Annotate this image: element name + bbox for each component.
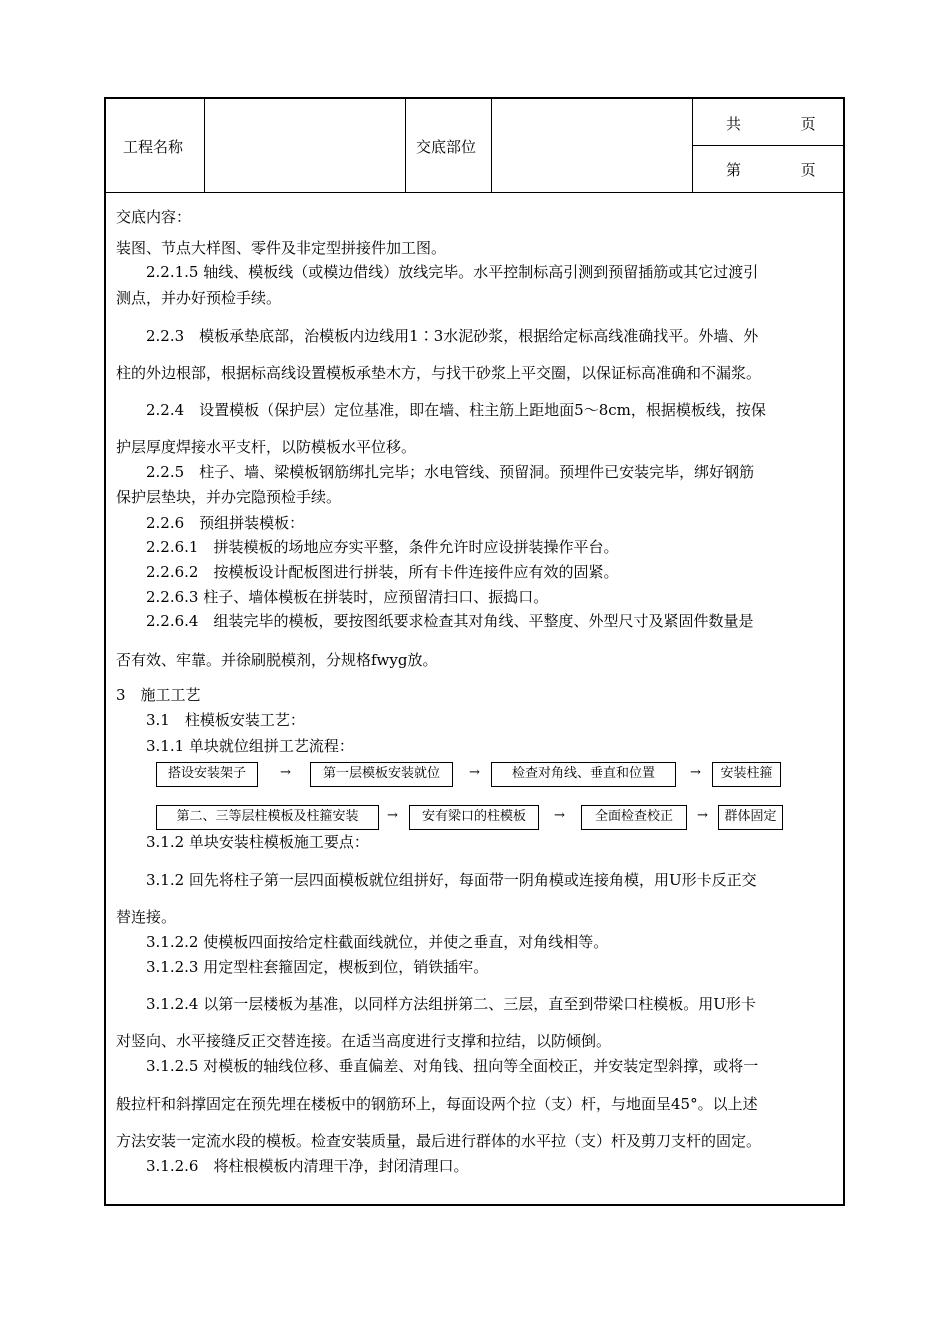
location-label: 交底部位	[416, 138, 477, 156]
total-pages-unit: 页	[800, 115, 816, 133]
project-name-label: 工程名称	[123, 138, 184, 156]
header-divider	[491, 99, 492, 192]
content-line: 测点，并办好预检手续。	[116, 289, 282, 307]
content-line: 护层厚度焊接水平支杆，以防模板水平位移。	[116, 438, 417, 456]
flow-step: 安有梁口的柱模板	[409, 805, 539, 830]
flow-arrow-icon: →	[387, 808, 398, 823]
flow-arrow-icon: →	[469, 765, 480, 780]
flow-step: 检查对角线、垂直和位置	[491, 762, 676, 787]
header-divider	[204, 99, 205, 192]
content-line: 3.1 柱模板安装工艺：	[116, 711, 305, 729]
flow-step: 搭设安装架子	[156, 762, 258, 787]
content-line: 般拉杆和斜撑固定在预先埋在楼板中的钢筋环上，每面设两个拉（支）杆，与地面呈45°。以上述	[116, 1095, 758, 1113]
content-line: 2.2.4 设置模板（保护层）定位基准，即在墙、柱主筋上距地面5～8cm，根据模板线，按保	[116, 401, 766, 419]
content-line: 3.1.2.6 将柱根模板内清理干净，封闭清理口。	[116, 1157, 469, 1175]
content-line: 装图、节点大样图、零件及非定型拼接件加工图。	[116, 239, 447, 257]
content-line: 否有效、牢靠。并徐刷脱模剂，分规格fwyg放。	[116, 651, 438, 669]
content-line: 3.1.2.3 用定型柱套箍固定，楔板到位，销铁插牢。	[116, 958, 489, 976]
page-number-cell	[726, 160, 816, 180]
content-line: 2.2.6.1 拼装模板的场地应夯实平整，条件允许时应设拼装操作平台。	[116, 538, 619, 556]
content-line: 2.2.6.2 按模板设计配板图进行拼装，所有卡件连接件应有效的固紧。	[116, 563, 619, 581]
flow-arrow-icon: →	[690, 765, 701, 780]
flow-step: 群体固定	[718, 805, 783, 830]
content-line: 2.2.3 模板承垫底部，治模板内边线用1∶3水泥砂浆，根据给定标高线准确找平。外墙、外	[116, 327, 759, 345]
content-line: 2.2.6 预组拼装模板：	[116, 514, 305, 532]
flow-step: 安装柱箍	[712, 762, 781, 787]
section-heading: 3 施工工艺	[116, 686, 201, 704]
content-line: 3.1.2 回先将柱子第一层四面模板就位组拼好，每面带一阴角模或连接角模，用U形卡反正交	[116, 871, 757, 889]
content-line: 保护层垫块，并办完隐预检手续。	[116, 488, 342, 506]
content-line: 替连接。	[116, 908, 177, 926]
content-line: 2.2.5 柱子、墙、梁模板钢筋绑扎完毕；水电管线、预留洞。预埋件已安装完毕，绑好钢筋	[116, 463, 755, 481]
flow-arrow-icon: →	[554, 808, 565, 823]
flow-step: 全面检查校正	[581, 805, 687, 830]
content-line: 3.1.1 单块就位组拼工艺流程：	[116, 737, 354, 755]
disclosure-form	[104, 97, 845, 1206]
flow-step: 第一层模板安装就位	[310, 762, 453, 787]
flow-arrow-icon: →	[697, 808, 708, 823]
total-pages-cell	[726, 114, 816, 134]
content-line: 2.2.6.3 柱子、墙体模板在拼装时，应预留清扫口、振捣口。	[116, 588, 549, 606]
page-cell-divider	[692, 145, 845, 146]
flow-step: 第二、三等层柱模板及柱箍安装	[156, 805, 379, 830]
header-bottom-line	[106, 192, 845, 193]
content-line: 3.1.2.2 使模板四面按给定柱截面线就位，并使之垂直，对角线相等。	[116, 933, 609, 951]
header-divider	[405, 99, 406, 192]
total-pages-label: 共	[726, 115, 742, 133]
content-line: 3.1.2.5 对模板的轴线位移、垂直偏差、对角钱、扭向等全面校正，并安装定型斜撑，或将一	[116, 1057, 759, 1075]
content-line: 3.1.2 单块安装柱模板施工要点：	[116, 833, 369, 851]
page-number-label: 第	[726, 161, 742, 179]
flow-arrow-icon: →	[280, 765, 291, 780]
content-line: 柱的外边根部，根据标高线设置模板承垫木方，与找干砂浆上平交圈，以保证标高准确和不漏浆。	[116, 364, 762, 382]
content-line: 对竖向、水平接缝反正交替连接。在适当高度进行支撑和拉结，以防倾倒。	[116, 1032, 612, 1050]
content-line: 2.2.6.4 组装完毕的模板，要按图纸要求检查其对角线、平整度、外型尺寸及紧固件数量是	[116, 612, 754, 630]
content-line: 3.1.2.4 以第一层楼板为基准，以同样方法组拼第二、三层，直至到带梁口柱模板。用U形卡	[116, 995, 756, 1013]
page-number-unit: 页	[800, 161, 816, 179]
content-line: 方法安装一定流水段的模板。检查安装质量，最后进行群体的水平拉（支）杆及剪刀支杆的固定。	[116, 1132, 762, 1150]
content-label: 交底内容：	[116, 208, 192, 226]
content-line: 2.2.1.5 轴线、模板线（或模边借线）放线完毕。水平控制标高引测到预留插筋或其它过渡引	[116, 263, 759, 281]
